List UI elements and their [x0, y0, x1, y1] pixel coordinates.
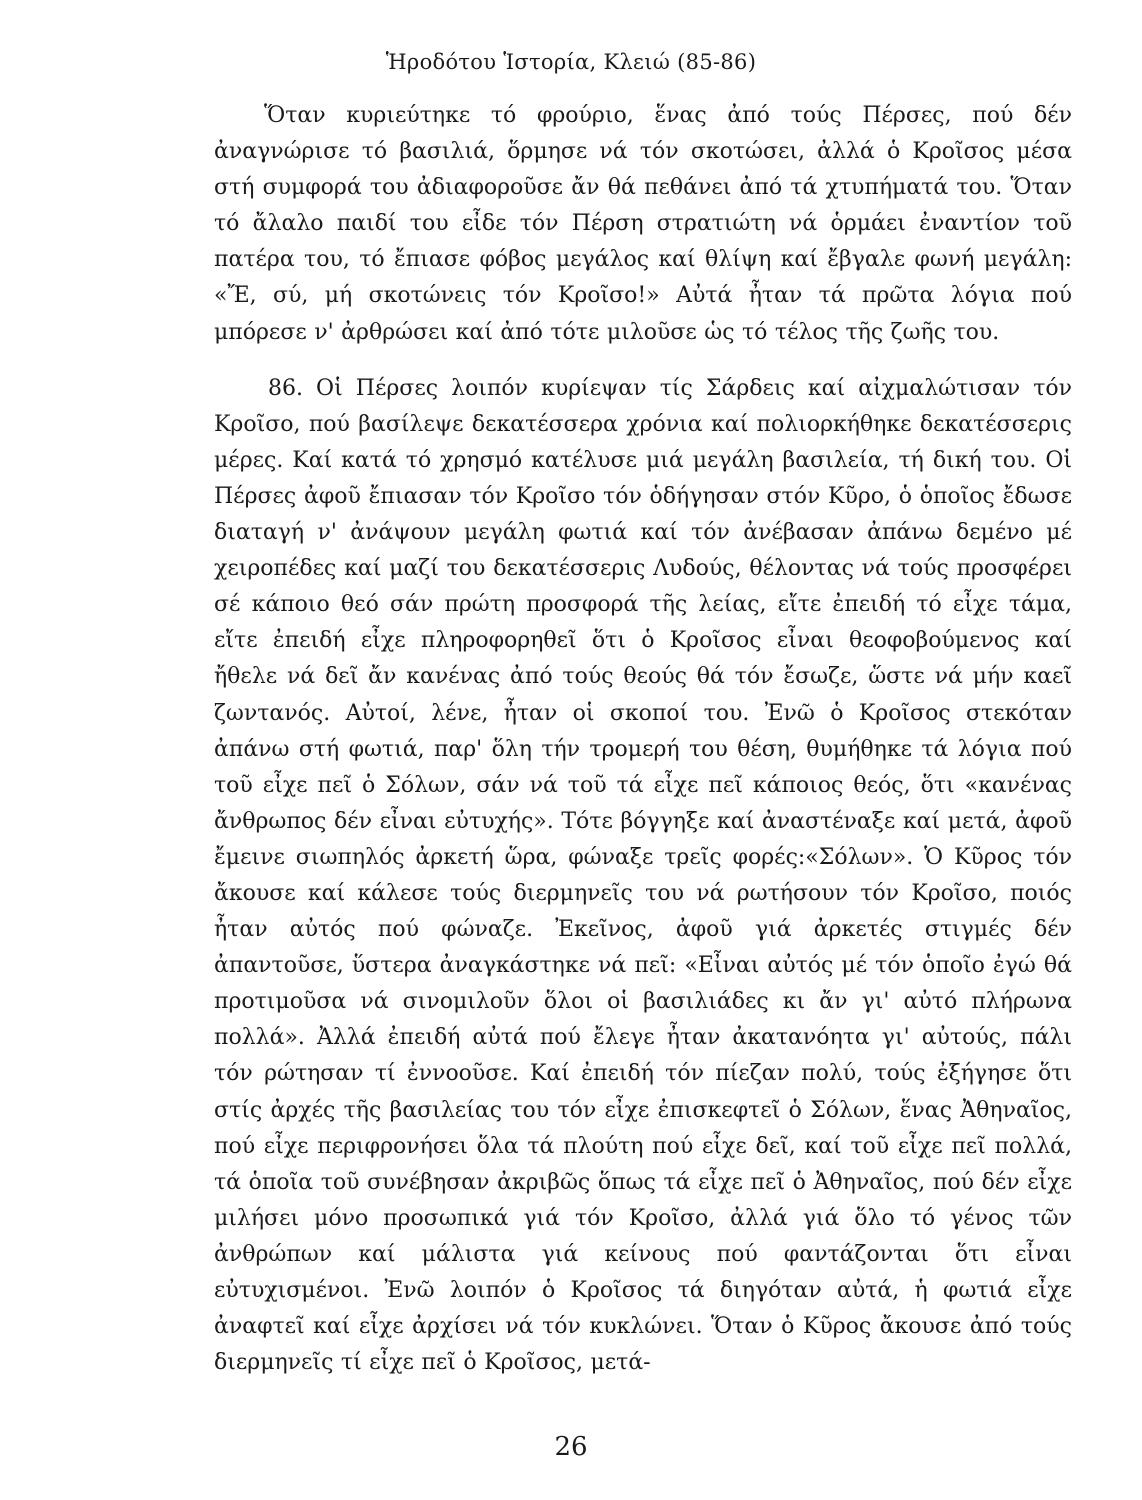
running-header: Ἡροδότου Ἱστορία, Κλειώ (85-86): [385, 50, 757, 74]
page-number: 26: [554, 1432, 588, 1462]
paragraph-85-end: Ὅταν κυριεύτηκε τό φρούριο, ἕνας ἀπό τούς Πέρσες, πού δέν ἀναγνώρισε τό βασιλιά, ὅρμησε νά τόν σκοτώσει, ἀλλά ὁ Κροῖσος μέσα στή συμφορά του ἀδιαφοροῦσε ἄν θά πεθάνει ἀπό τά χτυπήματά του. Ὅταν τό ἄλαλο παιδί του εἶδε τόν Πέρση στρατιώτη νά ὁρμάει ἐναντίον τοῦ πατέρα του, τό ἔπιασε φόβος μεγάλος καί θλίψη καί ἔβγαλε φωνή μεγάλη: «Ἔ, σύ, μή σκοτώνεις τόν Κροῖσο!» Αὐτά ἦταν τά πρῶτα λόγια πού μπόρεσε ν' ἀρθρώσει καί ἀπό τότε μιλοῦσε ὡς τό τέλος τῆς ζωῆς του.: [214, 103, 1072, 345]
body-text: [214, 98, 1072, 1381]
paragraph-86: 86. Οἱ Πέρσες λοιπόν κυρίεψαν τίς Σάρδεις καί αἰχμαλώτισαν τόν Κροῖσο, πού βασίλεψε δεκατέσσερα χρόνια καί πολιορκήθηκε δεκατέσσερις μέρες. Καί κατά τό χρησμό κατέλυσε μιά μεγάλη βασιλεία, τή δική του. Οἱ Πέρσες ἀφοῦ ἔπιασαν τόν Κροῖσο τόν ὁδήγησαν στόν Κῦρο, ὁ ὁποῖος ἔδωσε διαταγή ν' ἀνάψουν μεγάλη φωτιά καί τόν ἀνέβασαν ἀπάνω δεμένο μέ χειροπέδες καί μαζί του δεκατέσσερις Λυδούς, θέλοντας νά τούς προσφέρει σέ κάποιο θεό σάν πρώτη προσφορά τῆς λείας, εἴτε ἐπειδή τό εἶχε τάμα, εἴτε ἐπειδή εἶχε πληροφορηθεῖ ὅτι ὁ Κροῖσος εἶναι θεοφοβούμενος καί ἤθελε νά δεῖ ἄν κανένας ἀπό τούς θεούς θά τόν ἔσωζε, ὥστε νά μήν καεῖ ζωντανός. Αὐτοί, λένε, ἦταν οἱ σκοποί του. Ἐνῶ ὁ Κροῖσος στεκόταν ἀπάνω στή φωτιά, παρ' ὅλη τήν τρομερή του θέση, θυμήθηκε τά λόγια πού τοῦ εἶχε πεῖ ὁ Σόλων, σάν νά τοῦ τά εἶχε πεῖ κάποιος θεός, ὅτι «κανένας ἄνθρωπος δέν εἶναι εὐτυχής». Τότε βόγγηξε καί ἀναστέναξε καί μετά, ἀφοῦ ἔμεινε σιωπηλός ἀρκετή ὥρα, φώναξε τρεῖς φορές:«Σόλων». Ὁ Κῦρος τόν ἄκουσε καί κάλεσε τούς διερμηνεῖς του νά ρωτήσουν τόν Κροῖσο, ποιός ἦταν αὐτός πού φώναζε. Ἐκεῖνος, ἀφοῦ γιά ἀρκετές στιγμές δέν ἀπαντοῦσε, ὕστερα ἀναγκάστηκε νά πεῖ: «Εἶναι αὐτός μέ τόν ὁποῖο ἐγώ θά προτιμοῦσα νά σινομιλοῦν ὅλοι οἱ βασιλιάδες κι ἄν γι' αὐτό πλήρωνα πολλά». Ἀλλά ἐπειδή αὐτά πού ἔλεγε ἦταν ἀκατανόητα γι' αὐτούς, πάλι τόν ρώτησαν τί ἐννοοῦσε. Καί ἐπειδή τόν πίεζαν πολύ, τούς ἐξήγησε ὅτι στίς ἀρχές τῆς βασιλείας του τόν εἶχε ἐπισκεφτεῖ ὁ Σόλων, ἕνας Ἀθηναῖος, πού εἶχε περιφρονήσει ὅλα τά πλούτη πού εἶχε δεῖ, καί τοῦ εἶχε πεῖ πολλά, τά ὁποῖα τοῦ συνέβησαν ἀκριβῶς ὅπως τά εἶχε πεῖ ὁ Ἀθηναῖος, πού δέν εἶχε μιλήσει μόνο προσωπικά γιά τόν Κροῖσο, ἀλλά γιά ὅλο τό γένος τῶν ἀνθρώπων καί μάλιστα γιά κείνους πού φαντάζονται ὅτι εἶναι εὐτυχισμένοι. Ἐνῶ λοιπόν ὁ Κροῖσος τά διηγόταν αὐτά, ἡ φωτιά εἶχε ἀναφτεῖ καί εἶχε ἀρχίσει νά τόν κυκλώνει. Ὅταν ὁ Κῦρος ἄκουσε ἀπό τούς διερμηνεῖς τί εἶχε πεῖ ὁ Κροῖσος, μετά-: [214, 375, 1072, 1376]
